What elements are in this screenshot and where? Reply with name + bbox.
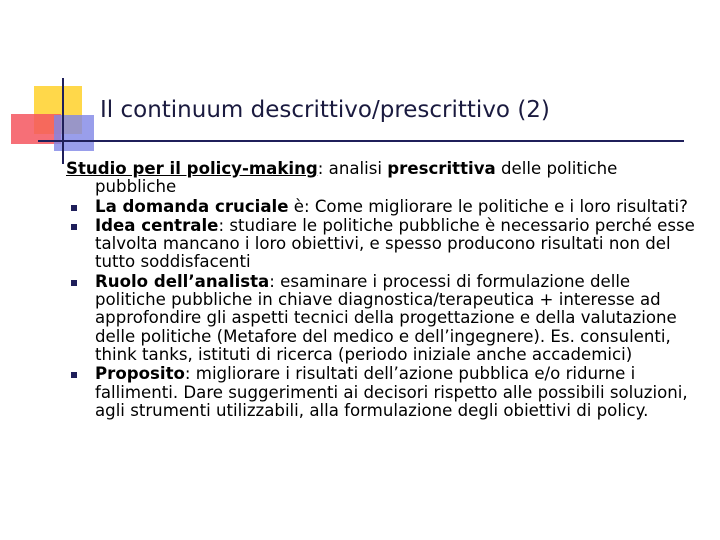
list-item bbox=[66, 217, 696, 272]
intro-underlined: Studio per il policy-making bbox=[66, 159, 318, 178]
square-bullet-icon bbox=[71, 224, 77, 230]
item-text: è: Come migliorare le politiche e i loro risultati? bbox=[288, 196, 688, 216]
item-bold: Ruolo dell’analista bbox=[95, 271, 270, 291]
bullet-list bbox=[66, 198, 696, 421]
item-text: : esaminare i processi di formulazione delle politiche pubbliche in chiave diagnostica/terapeutica + interesse ad approfondire gli aspetti tecnici della progettazione e della valutazione delle politiche (Metafore del medico e dell’ingegnere). Es. consulenti, think tanks, istituti di ricerca (periodo iniziale anche accademici) bbox=[95, 271, 677, 364]
item-text: : studiare le politiche pubbliche è necessario perché esse talvolta mancano i loro obiettivi, e spesso producono risultati non del tutto soddisfacenti bbox=[95, 215, 695, 272]
title-underline-rule bbox=[38, 140, 684, 142]
item-bold: La domanda cruciale bbox=[95, 196, 289, 216]
intro-text-1: : analisi bbox=[317, 159, 388, 178]
square-bullet-icon bbox=[71, 205, 77, 211]
square-bullet-icon bbox=[71, 372, 77, 378]
slide-body bbox=[66, 160, 696, 420]
decorative-blue-square bbox=[54, 115, 94, 151]
intro-paragraph bbox=[66, 160, 696, 197]
intro-bold: prescrittiva bbox=[387, 159, 496, 178]
item-bold: Proposito bbox=[95, 364, 185, 384]
square-bullet-icon bbox=[71, 280, 77, 286]
intro-text-2: delle politiche pubbliche bbox=[95, 159, 618, 197]
item-text: : migliorare i risultati dell’azione pubblica e/o ridurne i fallimenti. Dare suggerimenti ai decisori rispetto alle possibili soluzioni, agli strumenti utilizzabili, alla formulazione degli obiettivi di policy. bbox=[95, 364, 688, 420]
decorative-vertical-line bbox=[62, 78, 64, 164]
list-item bbox=[66, 198, 696, 216]
slide-title: Il continuum descrittivo/prescrittivo (2) bbox=[100, 97, 550, 123]
list-item bbox=[66, 273, 696, 364]
item-bold: Idea centrale bbox=[95, 215, 219, 235]
list-item bbox=[66, 365, 696, 420]
